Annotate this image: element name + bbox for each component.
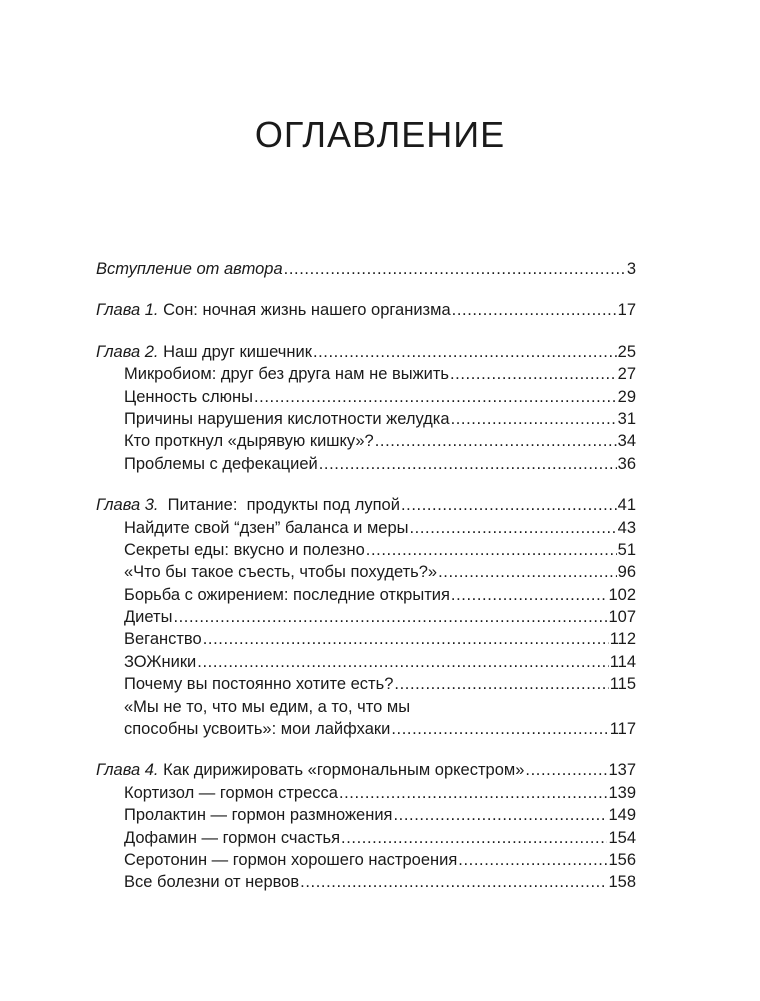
toc-entry-line <box>96 696 636 718</box>
toc-subentry[interactable] <box>96 673 636 695</box>
toc-chapter-prefix: Глава 3. <box>96 496 159 515</box>
toc-subentry[interactable] <box>96 453 636 475</box>
dot-leader <box>452 299 617 321</box>
page-number: 137 <box>608 761 636 780</box>
page-number: 31 <box>617 409 636 428</box>
toc-entry-label <box>124 584 450 606</box>
page-number: 154 <box>608 828 636 847</box>
toc-entry-title: Сон: ночная жизнь нашего организма <box>158 301 451 320</box>
page-number: 117 <box>609 720 636 739</box>
toc-entry-title: Питание: продукты под лупой <box>158 496 400 515</box>
toc-chapter-prefix: Глава 4. <box>96 761 159 780</box>
toc-chapter-prefix: Вступление от автора <box>96 260 283 278</box>
toc-entry-label <box>124 606 172 628</box>
dot-leader <box>319 453 617 475</box>
dot-leader <box>197 651 608 673</box>
toc-entry-title: Веганство <box>124 630 202 649</box>
toc-subentry[interactable] <box>96 539 636 561</box>
dot-leader <box>391 718 608 740</box>
toc-entry-title: Диеты <box>124 608 173 627</box>
toc-entry-label <box>124 718 390 740</box>
toc-subentry[interactable] <box>96 606 636 628</box>
toc-entry-label <box>96 341 312 363</box>
toc-entry-label <box>124 871 299 893</box>
toc-entry-title: Пролактин — гормон размножения <box>124 806 393 825</box>
toc-subentry[interactable] <box>96 363 636 385</box>
page-number: 43 <box>617 518 636 537</box>
dot-leader <box>203 628 609 650</box>
toc-subentry[interactable] <box>96 517 636 539</box>
page-number: 102 <box>608 585 636 604</box>
page-number: 114 <box>609 652 636 671</box>
page-title: ОГЛАВЛЕНИЕ <box>254 114 506 155</box>
toc-entry-title: Ценность слюны <box>124 387 253 406</box>
toc-entry-label <box>124 430 374 452</box>
page-number: 149 <box>608 806 636 825</box>
toc-entry-label <box>96 258 283 280</box>
toc-chapter-entry[interactable] <box>96 299 636 321</box>
toc-entry-label <box>124 673 393 695</box>
page-number: 156 <box>608 850 636 869</box>
toc-entry-title: Секреты еды: вкусно и полезно <box>124 540 365 559</box>
toc-subentry[interactable] <box>96 386 636 408</box>
toc-entry-label <box>96 299 451 321</box>
dot-leader <box>339 782 608 804</box>
toc-entry-label <box>124 363 449 385</box>
dot-leader <box>366 539 617 561</box>
toc-entry-label <box>124 517 409 539</box>
toc-subentry[interactable] <box>96 849 636 871</box>
page-number: 158 <box>608 873 636 892</box>
toc-entry-label <box>124 408 450 430</box>
dot-leader <box>375 430 617 452</box>
toc-subentry[interactable] <box>96 804 636 826</box>
toc-group <box>96 494 636 740</box>
page-number: 115 <box>609 675 636 694</box>
toc-entry-title: Дофамин — гормон счастья <box>124 828 341 847</box>
toc-entry-label <box>124 827 340 849</box>
toc-entry-label <box>96 759 524 781</box>
toc-entry-title: Найдите свой “дзен” баланса и меры <box>124 518 409 537</box>
toc-subentry[interactable] <box>96 827 636 849</box>
page-number: 139 <box>608 783 636 802</box>
toc-entry-label <box>96 494 400 516</box>
toc-entry-label <box>124 804 393 826</box>
toc-chapter-entry[interactable] <box>96 759 636 781</box>
toc-subentry[interactable] <box>96 561 636 583</box>
dot-leader <box>458 849 607 871</box>
toc-chapter-entry[interactable] <box>96 341 636 363</box>
toc-entry-label <box>124 539 365 561</box>
toc-entry-label <box>124 561 437 583</box>
dot-leader <box>284 258 626 280</box>
dot-leader <box>394 804 608 826</box>
toc-entry-label <box>124 651 196 673</box>
page-number: 41 <box>617 496 636 515</box>
toc-entry-title: Все болезни от нервов <box>124 873 300 892</box>
table-of-contents <box>96 258 636 913</box>
dot-leader <box>451 408 617 430</box>
toc-subentry[interactable] <box>96 584 636 606</box>
toc-entry-title: ЗОЖники <box>124 652 197 671</box>
toc-subentry[interactable] <box>96 871 636 893</box>
toc-subentry[interactable] <box>96 628 636 650</box>
dot-leader <box>254 386 617 408</box>
toc-entry-title: Серотонин — гормон хорошего настроения <box>124 850 458 869</box>
page-number: 36 <box>617 454 636 473</box>
page-number: 51 <box>617 540 636 559</box>
dot-leader <box>394 673 608 695</box>
toc-group <box>96 258 636 280</box>
toc-subentry[interactable] <box>96 718 636 740</box>
toc-subentry[interactable] <box>96 651 636 673</box>
dot-leader <box>450 363 617 385</box>
page-number: 29 <box>617 387 636 406</box>
toc-entry-label: «Мы не то, что мы едим, а то, что мы <box>124 697 411 716</box>
toc-entry-title: Причины нарушения кислотности желудка <box>124 409 450 428</box>
page-number: 25 <box>617 342 636 361</box>
page-number: 27 <box>617 365 636 384</box>
toc-entry-title: Кортизол — гормон стресса <box>124 783 338 802</box>
toc-entry-label <box>124 782 338 804</box>
dot-leader <box>451 584 608 606</box>
toc-entry-label <box>124 453 318 475</box>
toc-subentry[interactable] <box>96 430 636 452</box>
page-number: 107 <box>608 608 636 627</box>
toc-group <box>96 341 636 475</box>
toc-entry-title: способны усвоить»: мои лайфхаки <box>124 720 391 739</box>
toc-entry-title: «Что бы такое съесть, чтобы похудеть?» <box>124 563 438 582</box>
toc-entry-title: Кто проткнул «дырявую кишку»? <box>124 432 374 451</box>
toc-entry-label <box>124 628 202 650</box>
dot-leader <box>300 871 607 893</box>
toc-entry-title: Проблемы с дефекацией <box>124 454 318 473</box>
dot-leader <box>525 759 607 781</box>
toc-chapter-entry[interactable] <box>96 494 636 516</box>
toc-entry-title: Наш друг кишечник <box>158 342 312 361</box>
dot-leader <box>341 827 607 849</box>
page-number: 96 <box>617 563 636 582</box>
toc-chapter-prefix: Глава 1. <box>96 301 159 320</box>
dot-leader <box>173 606 607 628</box>
toc-entry-title: Почему вы постоянно хотите есть? <box>124 675 394 694</box>
page-number: 112 <box>609 630 636 649</box>
dot-leader <box>410 517 617 539</box>
dot-leader <box>438 561 617 583</box>
toc-entry-title: Борьба с ожирением: последние открытия <box>124 585 450 604</box>
toc-chapter-prefix: Глава 2. <box>96 342 159 361</box>
dot-leader <box>313 341 617 363</box>
page-number: 3 <box>626 260 636 278</box>
toc-group <box>96 759 636 893</box>
dot-leader <box>401 494 617 516</box>
page-number: 17 <box>617 301 636 320</box>
toc-entry-label <box>124 386 253 408</box>
toc-subentry[interactable] <box>96 408 636 430</box>
page-number: 34 <box>617 432 636 451</box>
toc-group <box>96 299 636 321</box>
toc-subentry[interactable] <box>96 782 636 804</box>
toc-entry-label <box>124 849 457 871</box>
toc-entry-title: Микробиом: друг без друга нам не выжить <box>124 365 449 384</box>
toc-entry-title: Как дирижировать «гормональным оркестром» <box>158 761 525 780</box>
toc-chapter-entry[interactable] <box>96 258 636 280</box>
